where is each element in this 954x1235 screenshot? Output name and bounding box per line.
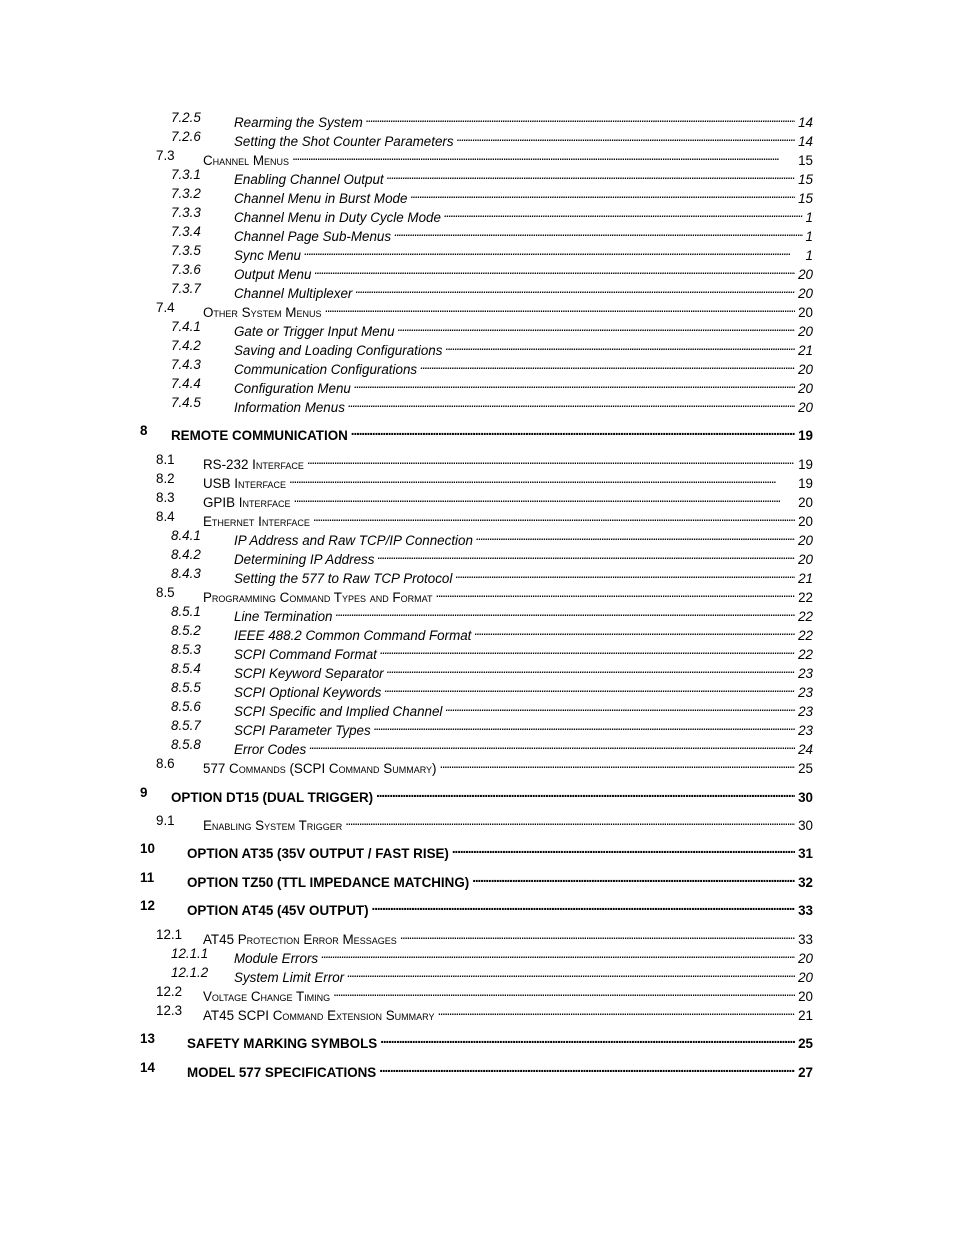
toc-entry-page: 30: [798, 818, 813, 833]
toc-entry-number: 10: [140, 841, 155, 856]
toc-entry-number: 8.5.8: [171, 737, 201, 752]
toc-entry-number: 7.2.6: [171, 129, 201, 144]
toc-entry-page: 20: [798, 989, 813, 1004]
toc-entry-page: 30: [798, 790, 813, 805]
toc-entry-number: 8.5.6: [171, 699, 201, 714]
dot-leader: [309, 736, 795, 754]
dot-leader: [324, 299, 795, 317]
dot-leader: [440, 755, 796, 773]
toc-entry-page: 20: [798, 324, 813, 339]
toc-entry-title: IP Address and Raw TCP/IP Connection: [234, 533, 473, 548]
dot-leader: [455, 565, 795, 583]
dot-leader: [445, 337, 795, 355]
toc-entry-title: OPTION AT45 (45V OUTPUT): [187, 903, 369, 918]
toc-entry-title: Setting the Shot Counter Parameters: [234, 134, 454, 149]
dot-leader: [347, 964, 795, 982]
dot-leader: [384, 679, 795, 697]
toc-entry-title: Channel Menu in Burst Mode: [234, 191, 408, 206]
toc-entry-page: 20: [798, 514, 813, 529]
toc-entry-number: 7.4: [156, 300, 175, 315]
toc-entry-number: 7.3: [156, 148, 175, 163]
toc-entry-page: 23: [798, 666, 813, 681]
toc-entry-page: 19: [798, 428, 813, 443]
toc-entry-title: Output Menu: [234, 267, 312, 282]
toc-entry-title: Saving and Loading Configurations: [234, 343, 443, 358]
toc-entry-number: 7.4.5: [171, 395, 201, 410]
toc-entry-number: 7.4.2: [171, 338, 201, 353]
toc-entry-page: 20: [798, 286, 813, 301]
toc-entry-page: 14: [798, 115, 813, 130]
toc-entry-title: MODEL 577 SPECIFICATIONS: [187, 1065, 377, 1080]
toc-entry-number: 7.2.5: [171, 110, 201, 125]
toc-entry-page: 23: [798, 704, 813, 719]
dot-leader: [398, 318, 796, 336]
toc-entry-page: 20: [798, 400, 813, 415]
dot-leader: [376, 784, 795, 802]
dot-leader: [420, 356, 795, 374]
toc-entry-title: Line Termination: [234, 609, 333, 624]
dot-leader: [336, 603, 796, 621]
toc-entry-title: Other System Menus: [203, 305, 322, 320]
toc-entry-page: 22: [798, 628, 813, 643]
toc-entry-number: 7.3.6: [171, 262, 201, 277]
dot-leader: [380, 1030, 795, 1048]
toc-entry-title: Error Codes: [234, 742, 307, 757]
toc-entry-page: 19: [798, 476, 813, 491]
toc-entry-number: 8.5.1: [171, 604, 201, 619]
dot-leader: [476, 527, 795, 545]
dot-leader: [474, 622, 795, 640]
toc-entry-page: 1: [805, 248, 813, 263]
toc-entry-page: 23: [798, 685, 813, 700]
toc-entry-title: Voltage Change Timing: [203, 989, 331, 1004]
toc-entry-title: Programming Command Types and Format: [203, 590, 433, 605]
toc-entry-title: Enabling Channel Output: [234, 172, 384, 187]
toc-entry-number: 7.3.1: [171, 167, 201, 182]
toc-entry-page: 19: [798, 457, 813, 472]
toc-entry-page: 21: [798, 571, 813, 586]
toc-entry-number: 13: [140, 1031, 155, 1046]
toc-entry-number: 12.2: [156, 984, 183, 999]
toc-entry-title: USB Interface: [203, 476, 286, 491]
toc-entry-page: 20: [798, 362, 813, 377]
toc-entry-number: 7.3.7: [171, 281, 201, 296]
toc-entry-number: 12: [140, 898, 155, 913]
toc-entry-number: 8.3: [156, 490, 175, 505]
toc-entry-number: 7.4.4: [171, 376, 201, 391]
toc-entry-page: 33: [798, 932, 813, 947]
dot-leader: [307, 451, 795, 469]
toc-entry-number: 9: [140, 785, 148, 800]
toc-entry-title: Channel Page Sub-Menus: [234, 229, 392, 244]
toc-entry-number: 14: [140, 1060, 155, 1075]
toc-entry-title: SCPI Keyword Separator: [234, 666, 384, 681]
dot-leader: [410, 185, 795, 203]
toc-entry-page: 1: [805, 229, 813, 244]
dot-leader: [355, 280, 795, 298]
dot-leader: [472, 869, 795, 887]
dot-leader: [380, 641, 795, 659]
toc-entry-page: 32: [798, 875, 813, 890]
toc-entry-number: 12.1: [156, 927, 183, 942]
toc-entry-number: 8.5.7: [171, 718, 201, 733]
toc-entry-number: 8.5.5: [171, 680, 201, 695]
toc-entry-number: 8.5.3: [171, 642, 201, 657]
toc-entry-page: 20: [798, 951, 813, 966]
toc-entry-number: 7.3.5: [171, 243, 201, 258]
toc-entry-title: AT45 Protection Error Messages: [203, 932, 397, 947]
toc-entry-number: 11: [140, 870, 155, 885]
toc-entry-number: 12.1.1: [171, 946, 209, 961]
toc-entry-page: 20: [798, 495, 813, 510]
toc-entry-title: SCPI Optional Keywords: [234, 685, 382, 700]
toc-entry-page: 20: [798, 552, 813, 567]
toc-entry-page: 14: [798, 134, 813, 149]
dot-leader: [333, 983, 795, 1001]
toc-entry-page: 21: [798, 343, 813, 358]
toc-entry-title: SCPI Command Format: [234, 647, 377, 662]
toc-entry-number: 7.3.2: [171, 186, 201, 201]
toc-entry-page: 22: [798, 647, 813, 662]
toc-entry-number: 8.4.1: [171, 528, 201, 543]
dot-leader: [377, 546, 795, 564]
toc-entry-page: 15: [798, 153, 813, 168]
dot-leader: [351, 422, 795, 440]
dot-leader: [314, 261, 795, 279]
dot-leader: [304, 242, 803, 260]
toc-entry-title: OPTION DT15 (DUAL TRIGGER): [171, 790, 374, 805]
toc-entry-page: 15: [798, 172, 813, 187]
toc-entry-title: Module Errors: [234, 951, 319, 966]
dot-leader: [289, 470, 795, 488]
toc-entry-page: 31: [798, 846, 813, 861]
toc-entry-title: AT45 SCPI Command Extension Summary: [203, 1008, 435, 1023]
dot-leader: [435, 584, 795, 602]
toc-entry-page: 25: [798, 761, 813, 776]
toc-entry-page: 20: [798, 533, 813, 548]
toc-entry-page: 23: [798, 723, 813, 738]
toc-entry-title: IEEE 488.2 Common Command Format: [234, 628, 472, 643]
toc-entry-title: System Limit Error: [234, 970, 345, 985]
toc-entry-number: 7.3.4: [171, 224, 201, 239]
toc-entry-title: 577 Commands (SCPI Command Summary): [203, 761, 437, 776]
toc-entry-title: GPIB Interface: [203, 495, 291, 510]
toc-entry-title: Ethernet Interface: [203, 514, 310, 529]
toc-entry-number: 8.1: [156, 452, 175, 467]
toc-entry-number: 7.4.1: [171, 319, 201, 334]
dot-leader: [452, 840, 795, 858]
toc-entry-page: 22: [798, 590, 813, 605]
toc-entry-number: 9.1: [156, 813, 175, 828]
toc-entry-title: Setting the 577 to Raw TCP Protocol: [234, 571, 453, 586]
toc-entry-page: 25: [798, 1036, 813, 1051]
dot-leader: [345, 812, 795, 830]
toc-entry-number: 8.6: [156, 756, 175, 771]
toc-entry-title: OPTION TZ50 (TTL IMPEDANCE MATCHING): [187, 875, 470, 890]
dot-leader: [394, 223, 802, 241]
toc-entry-page: 20: [798, 305, 813, 320]
toc-entry-title: Information Menus: [234, 400, 345, 415]
toc-entry-number: 8.2: [156, 471, 175, 486]
toc-entry-number: 8: [140, 423, 148, 438]
toc-entry-page: 21: [798, 1008, 813, 1023]
toc-entry-title: Channel Multiplexer: [234, 286, 353, 301]
toc-entry-number: 12.3: [156, 1003, 183, 1018]
dot-leader: [372, 897, 796, 915]
toc-entry-page: 20: [798, 381, 813, 396]
dot-leader: [387, 166, 795, 184]
toc-entry-number: 8.4.3: [171, 566, 201, 581]
dot-leader: [400, 926, 795, 944]
toc-entry-title: SCPI Parameter Types: [234, 723, 371, 738]
toc-entry-page: 20: [798, 267, 813, 282]
toc-entry-title: Channel Menus: [203, 153, 290, 168]
toc-entry-page: 24: [798, 742, 813, 757]
dot-leader: [348, 394, 795, 412]
toc-entry-title: Gate or Trigger Input Menu: [234, 324, 395, 339]
dot-leader: [374, 717, 795, 735]
toc-entry-number: 8.5: [156, 585, 175, 600]
dot-leader: [379, 1059, 795, 1077]
toc-entry-title: RS-232 Interface: [203, 457, 304, 472]
toc-entry-number: 7.4.3: [171, 357, 201, 372]
dot-leader: [387, 660, 795, 678]
dot-leader: [321, 945, 795, 963]
toc-entry-title: Enabling System Trigger: [203, 818, 343, 833]
toc-entry-title: Communication Configurations: [234, 362, 418, 377]
dot-leader: [366, 109, 795, 127]
dot-leader: [293, 489, 795, 507]
dot-leader: [457, 128, 796, 146]
dot-leader: [438, 1002, 796, 1020]
dot-leader: [313, 508, 795, 526]
toc-entry-title: Configuration Menu: [234, 381, 351, 396]
dot-leader: [354, 375, 795, 393]
toc-entry-title: SCPI Specific and Implied Channel: [234, 704, 443, 719]
dot-leader: [445, 698, 795, 716]
toc-entry-page: 20: [798, 970, 813, 985]
toc-entry-page: 1: [805, 210, 813, 225]
toc-entry-title: Determining IP Address: [234, 552, 375, 567]
toc-entry-page: 15: [798, 191, 813, 206]
dot-leader: [444, 204, 803, 222]
toc-entry-page: 27: [798, 1065, 813, 1080]
toc-entry-number: 8.5.4: [171, 661, 201, 676]
toc-entry-title: Rearming the System: [234, 115, 363, 130]
toc-entry-title: SAFETY MARKING SYMBOLS: [187, 1036, 378, 1051]
toc-entry-page: 33: [798, 903, 813, 918]
toc-entry-title: Channel Menu in Duty Cycle Mode: [234, 210, 441, 225]
toc-entry-title: REMOTE COMMUNICATION: [171, 428, 348, 443]
toc-entry-number: 8.5.2: [171, 623, 201, 638]
toc-entry-number: 12.1.2: [171, 965, 209, 980]
toc-entry-number: 8.4.2: [171, 547, 201, 562]
toc-entry-title: OPTION AT35 (35V OUTPUT / FAST RISE): [187, 846, 449, 861]
dot-leader: [292, 147, 795, 165]
toc-entry-page: 22: [798, 609, 813, 624]
toc-entry-number: 8.4: [156, 509, 175, 524]
toc-entry-title: Sync Menu: [234, 248, 301, 263]
toc-entry-number: 7.3.3: [171, 205, 201, 220]
